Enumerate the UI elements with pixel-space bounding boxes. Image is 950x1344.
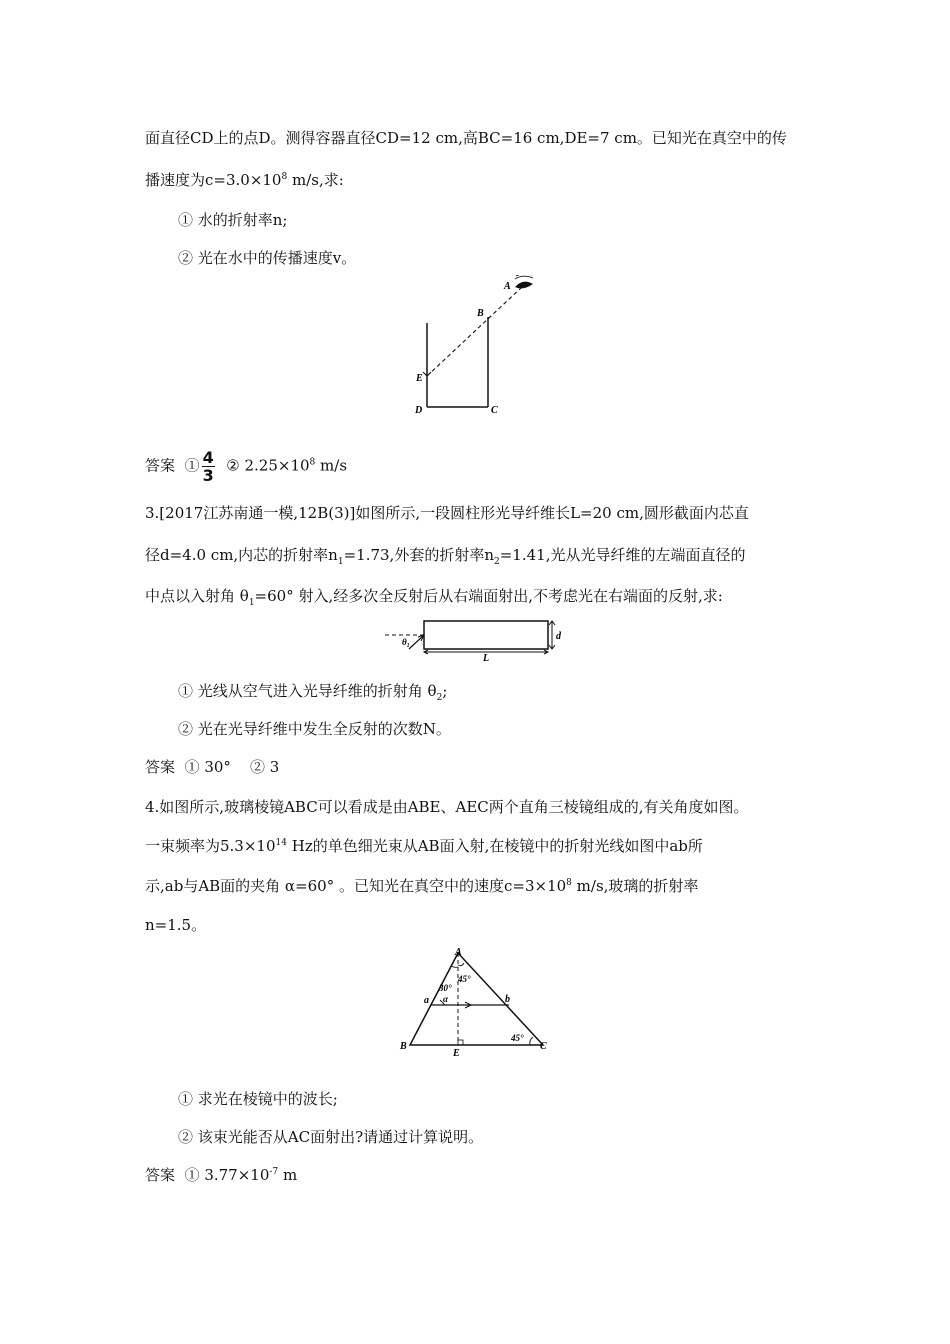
point-a-label: A <box>504 281 511 292</box>
eye-icon <box>515 275 533 288</box>
q4-sub-question-1: ① 求光在棱镜中的波长; <box>178 1090 338 1108</box>
answer-label: 答案 <box>145 758 176 776</box>
diameter-label: d <box>556 631 561 642</box>
q4-answer: 答案 ① $3.77\times 10^{-7}$ m <box>145 1166 298 1184</box>
answer-label: 答案 <box>145 1166 176 1184</box>
q3-text-line2: 径d=4.0 cm,内芯的折射率$n_1=1.73$,外套的折射率$n_2=1.41$,光从光导纤维的左端面直径的 <box>145 546 746 567</box>
optical-fiber-diagram <box>380 615 570 665</box>
point-e-label: E <box>453 1048 460 1059</box>
angle-30-label: 30° <box>439 983 452 993</box>
q2-text-line2: 播速度为$c=3.0\times 10^8$ m/s,求: <box>145 171 344 189</box>
q3-text-line3: 中点以入射角 $\theta_1=60^\circ$ 射入,经多次全反射后从右端面射出,不考虑光在右端面的反射,求: <box>145 587 723 608</box>
q2-sub-question-2: ② 光在水中的传播速度v。 <box>178 249 357 267</box>
point-a-label: A <box>455 947 462 958</box>
answer-label: 答案 <box>145 456 176 475</box>
q3-answer: 答案 ① 30° ② 3 <box>145 758 280 776</box>
q3-sub-question-2: ② 光在光导纤维中发生全反射的次数N。 <box>178 720 451 738</box>
angle-45-bottom-label: 45° <box>511 1033 524 1043</box>
point-c-label: C <box>540 1041 547 1052</box>
q2-answer: 答案 ① $\frac{4}{3}$ ② $2.25\times 10^8$ m/s <box>145 448 348 485</box>
q4-text-line3: 示,ab与AB面的夹角 α=60° 。已知光在真空中的速度$c=3\times 10^8$ m/s,玻璃的折射率 <box>145 877 699 895</box>
theta-label: $\theta_1$ <box>402 637 410 649</box>
q4-sub-question-2: ② 该束光能否从AC面射出?请通过计算说明。 <box>178 1128 484 1146</box>
q4-text-line1: 4.如图所示,玻璃棱镜ABC可以看成是由ABE、AEC两个直角三棱镜组成的,有关角度如图。 <box>145 798 749 816</box>
angle-45-top-label: 45° <box>458 974 471 984</box>
fraction: $\frac{4}{3}$ <box>202 448 214 485</box>
point-e-label: E <box>416 373 423 384</box>
alpha-label: α <box>443 994 448 1004</box>
point-a-lower-label: a <box>424 995 429 1006</box>
point-d-label: D <box>415 405 423 416</box>
q2-sub-question-1: ① 水的折射率n; <box>178 211 288 229</box>
point-b-lower-label: b <box>505 994 510 1005</box>
point-b-label: B <box>477 308 484 319</box>
q4-text-line2: 一束频率为$5.3\times 10^{14}$ Hz的单色细光束从AB面入射,在棱镜中的折射光线如图中ab所 <box>145 837 703 855</box>
q2-text-line1: 面直径CD上的点D。测得容器直径CD=12 cm,高BC=16 cm,DE=7 cm。已知光在真空中的传 <box>145 129 787 147</box>
container-diagram <box>405 275 555 420</box>
q4-text-line4: n=1.5。 <box>145 916 207 934</box>
q3-sub-question-1: ① 光线从空气进入光导纤维的折射角 $\theta_2$; <box>178 682 448 703</box>
point-c-label: C <box>491 405 498 416</box>
prism-diagram <box>395 945 560 1060</box>
q3-text-line1: 3.[2017江苏南通一模,12B(3)]如图所示,一段圆柱形光导纤维长L=20 cm,圆形截面内芯直 <box>145 504 749 522</box>
point-b-label: B <box>400 1041 407 1052</box>
length-label: L <box>483 653 490 664</box>
